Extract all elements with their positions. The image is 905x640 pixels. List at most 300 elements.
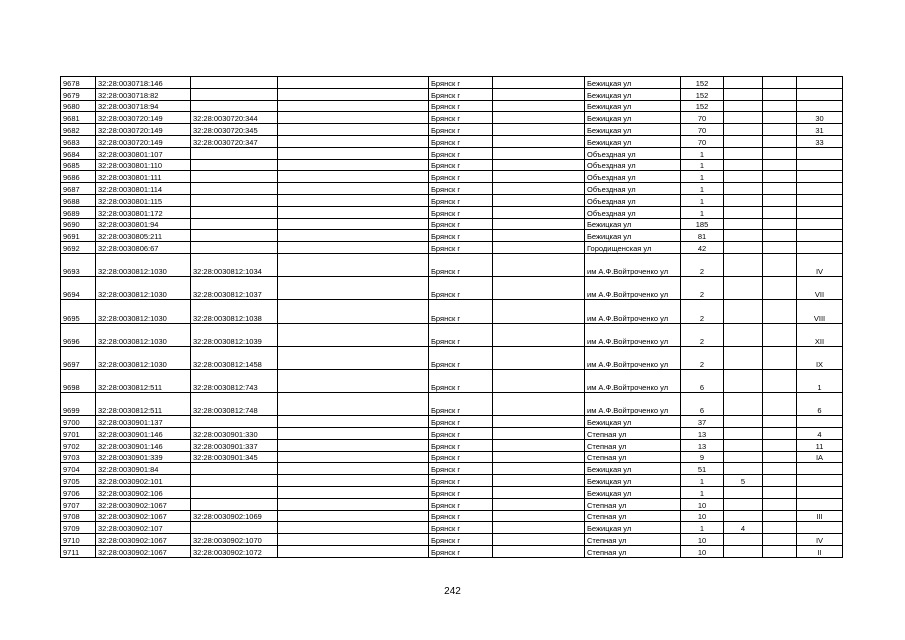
row-number-cell: 9701 — [61, 428, 96, 440]
extra-number-cell — [724, 498, 763, 510]
cadastral-number-cell: 32:28:0030812:1030 — [96, 346, 191, 369]
extra-number-cell — [724, 451, 763, 463]
street-cell: им А.Ф.Войтроченко ул — [585, 253, 681, 276]
empty-cell — [493, 230, 585, 242]
empty-cell — [763, 416, 797, 428]
extra-number-cell — [724, 487, 763, 499]
empty-cell — [493, 77, 585, 89]
house-number-cell: 6 — [681, 369, 724, 392]
row-number-cell: 9698 — [61, 369, 96, 392]
empty-cell — [763, 230, 797, 242]
street-cell: Бежицкая ул — [585, 230, 681, 242]
extra-number-cell — [724, 88, 763, 100]
street-cell: им А.Ф.Войтроченко ул — [585, 300, 681, 323]
table-row — [61, 451, 843, 463]
house-number-cell: 37 — [681, 416, 724, 428]
house-number-cell: 2 — [681, 253, 724, 276]
empty-cell — [763, 171, 797, 183]
extra-number-cell — [724, 171, 763, 183]
cadastral-number-cell: 32:28:0030718:82 — [96, 88, 191, 100]
empty-cell — [763, 534, 797, 546]
extra-number-cell — [724, 546, 763, 558]
row-number-cell: 9705 — [61, 475, 96, 487]
row-number-cell: 9692 — [61, 242, 96, 254]
table-row — [61, 147, 843, 159]
table-row — [61, 416, 843, 428]
table-row — [61, 277, 843, 300]
empty-cell — [763, 498, 797, 510]
city-cell: Брянск г — [429, 100, 493, 112]
building-number-cell — [797, 230, 843, 242]
empty-cell — [763, 510, 797, 522]
row-number-cell: 9697 — [61, 346, 96, 369]
empty-cell — [763, 546, 797, 558]
extra-number-cell — [724, 159, 763, 171]
street-cell: Степная ул — [585, 439, 681, 451]
cadastral-number-cell: 32:28:0030902:1067 — [96, 546, 191, 558]
extra-number-cell — [724, 124, 763, 136]
empty-cell — [278, 171, 429, 183]
building-number-cell — [797, 159, 843, 171]
linked-cadastral-number-cell — [191, 416, 278, 428]
table-row — [61, 510, 843, 522]
extra-number-cell — [724, 135, 763, 147]
street-cell: Бежицкая ул — [585, 112, 681, 124]
empty-cell — [278, 242, 429, 254]
empty-cell — [763, 428, 797, 440]
table-row — [61, 498, 843, 510]
linked-cadastral-number-cell — [191, 475, 278, 487]
row-number-cell: 9703 — [61, 451, 96, 463]
extra-number-cell — [724, 206, 763, 218]
linked-cadastral-number-cell — [191, 218, 278, 230]
building-number-cell — [797, 183, 843, 195]
empty-cell — [278, 498, 429, 510]
street-cell: Бежицкая ул — [585, 475, 681, 487]
street-cell: им А.Ф.Войтроченко ул — [585, 393, 681, 416]
linked-cadastral-number-cell: 32:28:0030812:748 — [191, 393, 278, 416]
empty-cell — [493, 439, 585, 451]
house-number-cell: 152 — [681, 88, 724, 100]
city-cell: Брянск г — [429, 369, 493, 392]
empty-cell — [493, 183, 585, 195]
cadastral-number-cell: 32:28:0030901:146 — [96, 428, 191, 440]
table-row — [61, 242, 843, 254]
row-number-cell: 9699 — [61, 393, 96, 416]
house-number-cell: 6 — [681, 393, 724, 416]
city-cell: Брянск г — [429, 300, 493, 323]
linked-cadastral-number-cell — [191, 77, 278, 89]
building-number-cell — [797, 77, 843, 89]
cadastral-number-cell: 32:28:0030801:94 — [96, 218, 191, 230]
cadastral-number-cell: 32:28:0030901:84 — [96, 463, 191, 475]
street-cell: Бежицкая ул — [585, 463, 681, 475]
street-cell: Бежицкая ул — [585, 77, 681, 89]
table-row — [61, 100, 843, 112]
empty-cell — [278, 475, 429, 487]
linked-cadastral-number-cell: 32:28:0030812:1034 — [191, 253, 278, 276]
street-cell: Бежицкая ул — [585, 487, 681, 499]
linked-cadastral-number-cell: 32:28:0030720:347 — [191, 135, 278, 147]
street-cell: Степная ул — [585, 510, 681, 522]
table-row — [61, 230, 843, 242]
building-number-cell — [797, 522, 843, 534]
empty-cell — [763, 147, 797, 159]
empty-cell — [763, 100, 797, 112]
empty-cell — [278, 300, 429, 323]
cadastral-number-cell: 32:28:0030902:101 — [96, 475, 191, 487]
city-cell: Брянск г — [429, 439, 493, 451]
linked-cadastral-number-cell: 32:28:0030720:344 — [191, 112, 278, 124]
linked-cadastral-number-cell: 32:28:0030720:345 — [191, 124, 278, 136]
street-cell: им А.Ф.Войтроченко ул — [585, 369, 681, 392]
building-number-cell: 1 — [797, 369, 843, 392]
empty-cell — [763, 451, 797, 463]
table-row — [61, 300, 843, 323]
empty-cell — [493, 546, 585, 558]
linked-cadastral-number-cell — [191, 183, 278, 195]
row-number-cell: 9710 — [61, 534, 96, 546]
empty-cell — [763, 346, 797, 369]
table-row — [61, 159, 843, 171]
cadastral-number-cell: 32:28:0030901:137 — [96, 416, 191, 428]
building-number-cell — [797, 416, 843, 428]
row-number-cell: 9700 — [61, 416, 96, 428]
extra-number-cell — [724, 253, 763, 276]
cadastral-number-cell: 32:28:0030812:1030 — [96, 277, 191, 300]
empty-cell — [493, 147, 585, 159]
city-cell: Брянск г — [429, 451, 493, 463]
house-number-cell: 1 — [681, 159, 724, 171]
city-cell: Брянск г — [429, 135, 493, 147]
linked-cadastral-number-cell: 32:28:0030812:1038 — [191, 300, 278, 323]
linked-cadastral-number-cell — [191, 522, 278, 534]
empty-cell — [278, 416, 429, 428]
empty-cell — [493, 534, 585, 546]
city-cell: Брянск г — [429, 159, 493, 171]
street-cell: им А.Ф.Войтроченко ул — [585, 346, 681, 369]
extra-number-cell — [724, 277, 763, 300]
empty-cell — [493, 206, 585, 218]
table-row — [61, 534, 843, 546]
cadastral-number-cell: 32:28:0030812:1030 — [96, 253, 191, 276]
empty-cell — [493, 88, 585, 100]
empty-cell — [763, 463, 797, 475]
street-cell: Бежицкая ул — [585, 218, 681, 230]
linked-cadastral-number-cell: 32:28:0030901:337 — [191, 439, 278, 451]
building-number-cell: VIII — [797, 300, 843, 323]
linked-cadastral-number-cell — [191, 88, 278, 100]
cadastral-number-cell: 32:28:0030812:1030 — [96, 323, 191, 346]
table-row — [61, 522, 843, 534]
extra-number-cell — [724, 100, 763, 112]
street-cell: Бежицкая ул — [585, 100, 681, 112]
street-cell: Объездная ул — [585, 183, 681, 195]
empty-cell — [278, 369, 429, 392]
house-number-cell: 10 — [681, 498, 724, 510]
cadastral-number-cell: 32:28:0030902:1067 — [96, 498, 191, 510]
building-number-cell — [797, 194, 843, 206]
cadastral-number-cell: 32:28:0030902:1067 — [96, 510, 191, 522]
house-number-cell: 1 — [681, 475, 724, 487]
table-row — [61, 323, 843, 346]
extra-number-cell — [724, 346, 763, 369]
house-number-cell: 2 — [681, 300, 724, 323]
cadastral-number-cell: 32:28:0030812:1030 — [96, 300, 191, 323]
table-row — [61, 77, 843, 89]
house-number-cell: 2 — [681, 323, 724, 346]
row-number-cell: 9684 — [61, 147, 96, 159]
building-number-cell — [797, 88, 843, 100]
city-cell: Брянск г — [429, 194, 493, 206]
street-cell: Бежицкая ул — [585, 124, 681, 136]
city-cell: Брянск г — [429, 147, 493, 159]
table-row — [61, 439, 843, 451]
cadastral-number-cell: 32:28:0030720:149 — [96, 124, 191, 136]
city-cell: Брянск г — [429, 475, 493, 487]
building-number-cell — [797, 206, 843, 218]
table-row — [61, 428, 843, 440]
house-number-cell: 51 — [681, 463, 724, 475]
empty-cell — [493, 242, 585, 254]
extra-number-cell — [724, 218, 763, 230]
empty-cell — [278, 194, 429, 206]
empty-cell — [493, 194, 585, 206]
building-number-cell: 30 — [797, 112, 843, 124]
linked-cadastral-number-cell — [191, 463, 278, 475]
extra-number-cell — [724, 112, 763, 124]
extra-number-cell — [724, 393, 763, 416]
street-cell: Бежицкая ул — [585, 135, 681, 147]
linked-cadastral-number-cell — [191, 487, 278, 499]
linked-cadastral-number-cell: 32:28:0030901:330 — [191, 428, 278, 440]
table-row — [61, 393, 843, 416]
extra-number-cell — [724, 534, 763, 546]
street-cell: Степная ул — [585, 546, 681, 558]
extra-number-cell: 5 — [724, 475, 763, 487]
cadastral-number-cell: 32:28:0030720:149 — [96, 112, 191, 124]
empty-cell — [763, 253, 797, 276]
city-cell: Брянск г — [429, 498, 493, 510]
cadastral-number-cell: 32:28:0030812:511 — [96, 369, 191, 392]
empty-cell — [493, 100, 585, 112]
empty-cell — [278, 206, 429, 218]
empty-cell — [493, 416, 585, 428]
city-cell: Брянск г — [429, 416, 493, 428]
empty-cell — [278, 546, 429, 558]
house-number-cell: 1 — [681, 206, 724, 218]
street-cell: Объездная ул — [585, 147, 681, 159]
table-row — [61, 253, 843, 276]
empty-cell — [493, 393, 585, 416]
building-number-cell — [797, 147, 843, 159]
building-number-cell: III — [797, 510, 843, 522]
cadastral-number-cell: 32:28:0030902:107 — [96, 522, 191, 534]
cadastral-number-cell: 32:28:0030801:111 — [96, 171, 191, 183]
extra-number-cell — [724, 242, 763, 254]
empty-cell — [278, 487, 429, 499]
empty-cell — [278, 463, 429, 475]
extra-number-cell: 4 — [724, 522, 763, 534]
building-number-cell: IA — [797, 451, 843, 463]
street-cell: им А.Ф.Войтроченко ул — [585, 277, 681, 300]
linked-cadastral-number-cell: 32:28:0030901:345 — [191, 451, 278, 463]
building-number-cell — [797, 242, 843, 254]
empty-cell — [278, 183, 429, 195]
empty-cell — [493, 510, 585, 522]
empty-cell — [763, 77, 797, 89]
empty-cell — [763, 393, 797, 416]
empty-cell — [278, 522, 429, 534]
street-cell: Степная ул — [585, 498, 681, 510]
street-cell: Бежицкая ул — [585, 416, 681, 428]
empty-cell — [493, 487, 585, 499]
row-number-cell: 9711 — [61, 546, 96, 558]
row-number-cell: 9708 — [61, 510, 96, 522]
house-number-cell: 70 — [681, 124, 724, 136]
empty-cell — [763, 206, 797, 218]
extra-number-cell — [724, 369, 763, 392]
building-number-cell: 33 — [797, 135, 843, 147]
table-row — [61, 369, 843, 392]
cadastral-number-cell: 32:28:0030720:149 — [96, 135, 191, 147]
table-row — [61, 475, 843, 487]
building-number-cell — [797, 498, 843, 510]
building-number-cell: IV — [797, 253, 843, 276]
table-row — [61, 546, 843, 558]
table-row — [61, 487, 843, 499]
cadastral-number-cell: 32:28:0030801:107 — [96, 147, 191, 159]
extra-number-cell — [724, 194, 763, 206]
house-number-cell: 9 — [681, 451, 724, 463]
table-row — [61, 218, 843, 230]
extra-number-cell — [724, 77, 763, 89]
linked-cadastral-number-cell: 32:28:0030902:1070 — [191, 534, 278, 546]
empty-cell — [493, 218, 585, 230]
linked-cadastral-number-cell — [191, 100, 278, 112]
house-number-cell: 13 — [681, 428, 724, 440]
house-number-cell: 10 — [681, 546, 724, 558]
empty-cell — [763, 194, 797, 206]
city-cell: Брянск г — [429, 242, 493, 254]
city-cell: Брянск г — [429, 88, 493, 100]
extra-number-cell — [724, 510, 763, 522]
empty-cell — [763, 218, 797, 230]
building-number-cell — [797, 218, 843, 230]
empty-cell — [278, 439, 429, 451]
empty-cell — [493, 277, 585, 300]
city-cell: Брянск г — [429, 253, 493, 276]
empty-cell — [278, 88, 429, 100]
linked-cadastral-number-cell — [191, 159, 278, 171]
building-number-cell: VII — [797, 277, 843, 300]
row-number-cell: 9702 — [61, 439, 96, 451]
empty-cell — [493, 300, 585, 323]
house-number-cell: 1 — [681, 147, 724, 159]
row-number-cell: 9689 — [61, 206, 96, 218]
empty-cell — [493, 451, 585, 463]
row-number-cell: 9686 — [61, 171, 96, 183]
house-number-cell: 1 — [681, 194, 724, 206]
house-number-cell: 1 — [681, 522, 724, 534]
empty-cell — [763, 522, 797, 534]
empty-cell — [763, 135, 797, 147]
empty-cell — [278, 77, 429, 89]
table-row — [61, 88, 843, 100]
city-cell: Брянск г — [429, 277, 493, 300]
city-cell: Брянск г — [429, 463, 493, 475]
row-number-cell: 9695 — [61, 300, 96, 323]
street-cell: Степная ул — [585, 451, 681, 463]
cadastral-number-cell: 32:28:0030718:94 — [96, 100, 191, 112]
empty-cell — [763, 183, 797, 195]
extra-number-cell — [724, 230, 763, 242]
empty-cell — [278, 534, 429, 546]
city-cell: Брянск г — [429, 77, 493, 89]
cadastral-number-cell: 32:28:0030801:115 — [96, 194, 191, 206]
city-cell: Брянск г — [429, 428, 493, 440]
linked-cadastral-number-cell: 32:28:0030812:743 — [191, 369, 278, 392]
empty-cell — [493, 323, 585, 346]
city-cell: Брянск г — [429, 487, 493, 499]
city-cell: Брянск г — [429, 124, 493, 136]
row-number-cell: 9707 — [61, 498, 96, 510]
linked-cadastral-number-cell — [191, 194, 278, 206]
building-number-cell — [797, 171, 843, 183]
empty-cell — [493, 428, 585, 440]
row-number-cell: 9685 — [61, 159, 96, 171]
empty-cell — [493, 135, 585, 147]
extra-number-cell — [724, 439, 763, 451]
linked-cadastral-number-cell: 32:28:0030902:1072 — [191, 546, 278, 558]
extra-number-cell — [724, 463, 763, 475]
city-cell: Брянск г — [429, 323, 493, 346]
city-cell: Брянск г — [429, 393, 493, 416]
house-number-cell: 13 — [681, 439, 724, 451]
row-number-cell: 9690 — [61, 218, 96, 230]
row-number-cell: 9693 — [61, 253, 96, 276]
table-row — [61, 124, 843, 136]
building-number-cell: IX — [797, 346, 843, 369]
city-cell: Брянск г — [429, 510, 493, 522]
street-cell: Объездная ул — [585, 171, 681, 183]
row-number-cell: 9688 — [61, 194, 96, 206]
house-number-cell: 42 — [681, 242, 724, 254]
linked-cadastral-number-cell: 32:28:0030812:1037 — [191, 277, 278, 300]
house-number-cell: 2 — [681, 277, 724, 300]
street-cell: Бежицкая ул — [585, 88, 681, 100]
row-number-cell: 9696 — [61, 323, 96, 346]
house-number-cell: 70 — [681, 112, 724, 124]
empty-cell — [278, 147, 429, 159]
house-number-cell: 152 — [681, 77, 724, 89]
cadastral-number-cell: 32:28:0030805:211 — [96, 230, 191, 242]
cadastral-number-cell: 32:28:0030901:339 — [96, 451, 191, 463]
table-row — [61, 194, 843, 206]
empty-cell — [763, 369, 797, 392]
city-cell: Брянск г — [429, 218, 493, 230]
city-cell: Брянск г — [429, 206, 493, 218]
street-cell: Степная ул — [585, 534, 681, 546]
cadastral-number-cell: 32:28:0030801:114 — [96, 183, 191, 195]
row-number-cell: 9709 — [61, 522, 96, 534]
street-cell: Объездная ул — [585, 194, 681, 206]
building-number-cell: 4 — [797, 428, 843, 440]
house-number-cell: 10 — [681, 510, 724, 522]
row-number-cell: 9680 — [61, 100, 96, 112]
city-cell: Брянск г — [429, 230, 493, 242]
street-cell: Объездная ул — [585, 159, 681, 171]
